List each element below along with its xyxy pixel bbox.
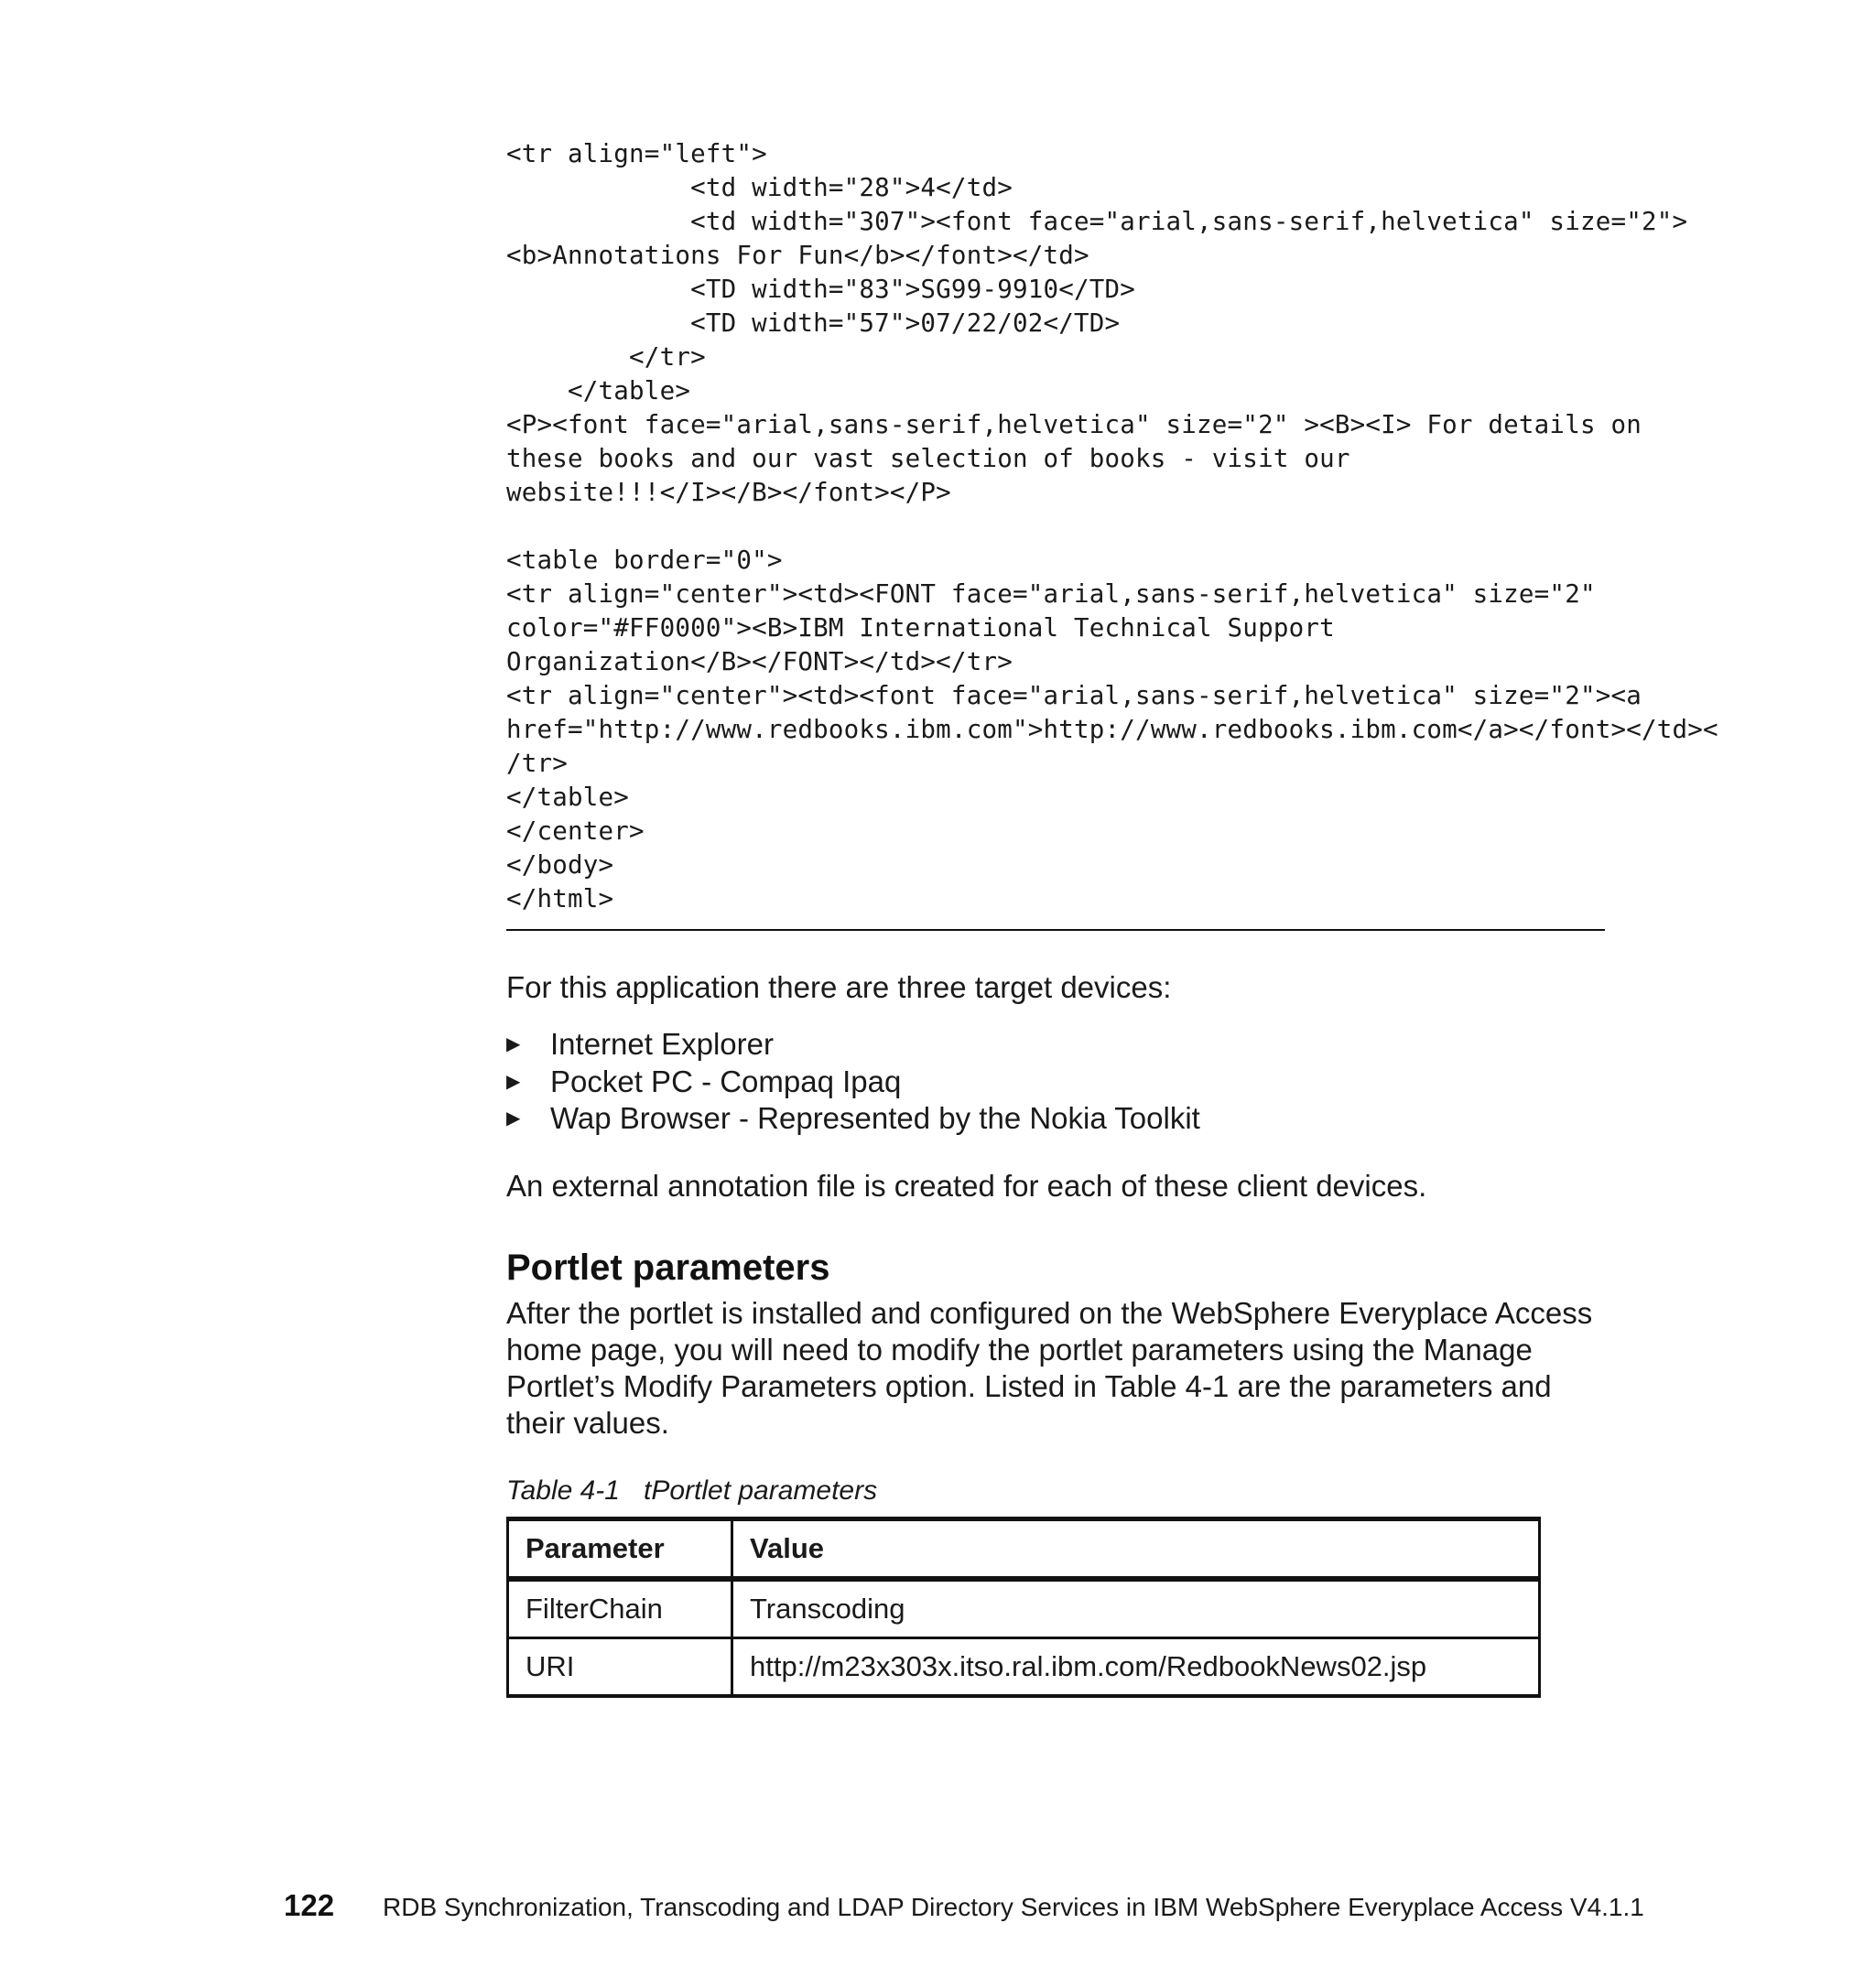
running-title: RDB Synchronization, Transcoding and LDAP Directory Services in IBM WebSphere Everyplace Access V4.1.1 [383,1893,1644,1921]
table-row [508,1637,1540,1696]
column-header-parameter: Parameter [508,1518,732,1579]
code-line: <tr align="left"> [506,139,767,168]
list-item [506,1064,1605,1101]
body-paragraph: After the portlet is installed and configured on the WebSphere Everyplace Access home page, you will need to modify the portlet parameters using the Manage Portlet’s Modify Parameters option. Listed in Table 4-1 are the parameters and their values. [506,1295,1593,1440]
page-number: 122 [284,1888,335,1922]
code-line: <table border="0"> [506,546,783,575]
code-line: <TD width="83">SG99-9910</TD> [506,275,1136,304]
code-line: </tr> [506,342,706,372]
parameters-table [506,1517,1541,1698]
code-line: <P><font face="arial,sans-serif,helvetica" size="2" ><B><I> For details on [506,410,1642,439]
page-footer [284,1888,1644,1923]
code-line: <tr align="center"><td><font face="arial,sans-serif,helvetica" size="2"><a [506,681,1642,710]
code-line: </center> [506,816,645,846]
table-cell-parameter: FilterChain [508,1579,732,1638]
code-line: </table> [506,376,691,405]
list-item [506,1026,1605,1064]
table-caption-title: tPortlet parameters [643,1475,878,1506]
table-caption-number: Table 4-1 [506,1475,620,1506]
code-line: </table> [506,783,630,812]
code-line: color="#FF0000"><B>IBM International Technical Support [506,613,1335,643]
code-line: <td width="307"><font face="arial,sans-serif,helvetica" size="2"> [506,207,1688,236]
table-cell-value: http://m23x303x.itso.ral.ibm.com/RedbookNews02.jsp [732,1637,1540,1696]
code-line: <b>Annotations For Fun</b></font></td> [506,241,1089,270]
code-line: website!!!</I></B></font></P> [506,478,951,507]
triangle-bullet-icon: ▶ [506,1071,521,1092]
column-header-value: Value [732,1518,1540,1579]
table-caption [506,1475,1605,1507]
code-divider [506,929,1605,931]
table-cell-value: Transcoding [732,1579,1540,1638]
triangle-bullet-icon: ▶ [506,1034,521,1055]
table-header-row [508,1518,1540,1579]
device-list [506,1026,1605,1138]
code-line: <TD width="57">07/22/02</TD> [506,308,1121,338]
code-line: <td width="28">4</td> [506,173,1013,202]
list-item [506,1100,1605,1138]
triangle-bullet-icon: ▶ [506,1108,521,1129]
section-heading: Portlet parameters [506,1247,830,1288]
code-line: </body> [506,850,614,880]
code-line: Organization</B></FONT></td></tr> [506,647,1013,676]
external-annotation-paragraph: An external annotation file is created for each of these client devices. [506,1168,1427,1203]
code-line: these books and our vast selection of books - visit our [506,444,1350,473]
device-label: Internet Explorer [550,1027,774,1061]
code-line: <tr align="center"><td><FONT face="arial,sans-serif,helvetica" size="2" [506,579,1596,609]
intro-paragraph: For this application there are three target devices: [506,970,1172,1004]
device-label: Wap Browser - Represented by the Nokia Toolkit [550,1101,1200,1135]
code-line [506,510,1605,544]
code-line: </html> [506,884,614,913]
table-cell-parameter: URI [508,1637,732,1696]
page-content [506,137,1718,1698]
table-row [508,1579,1540,1638]
code-line: href="http://www.redbooks.ibm.com">http://www.redbooks.ibm.com</a></font></td>< [506,715,1718,744]
device-label: Pocket PC - Compaq Ipaq [550,1064,902,1098]
code-listing [506,137,1718,916]
code-line: /tr> [506,749,569,778]
